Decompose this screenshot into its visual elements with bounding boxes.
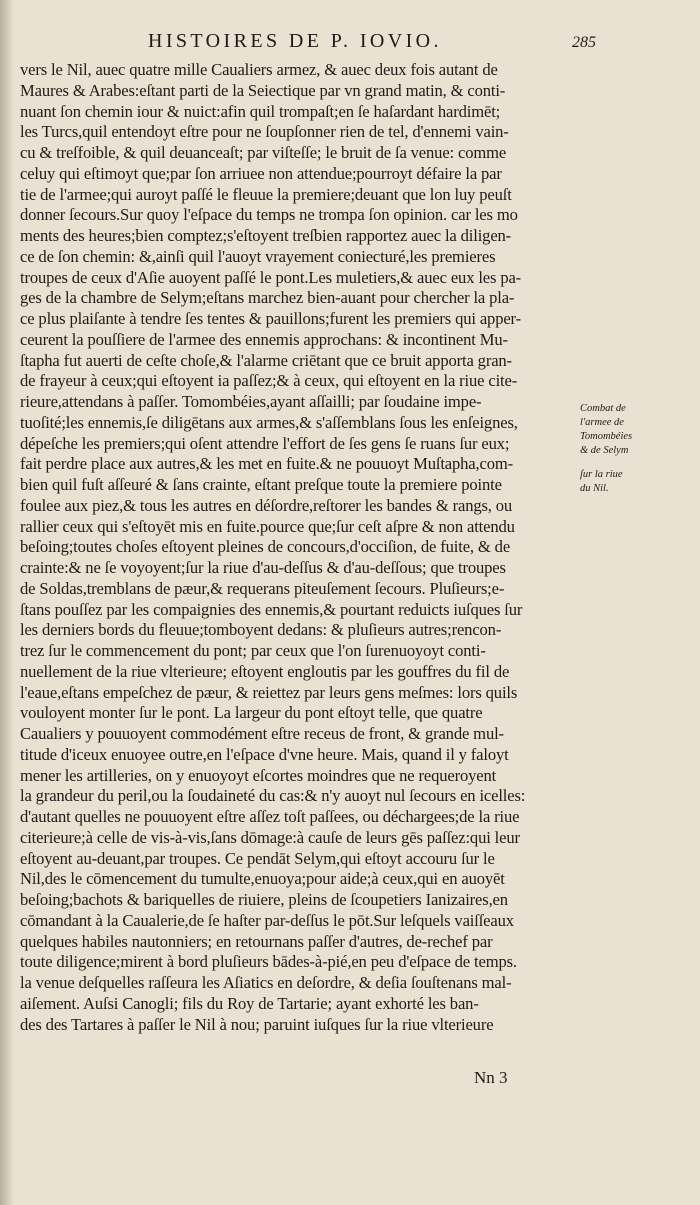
text-line: ges de la chambre de Selym;eſtans marchez bien-auant pour chercher la pla- (20, 288, 515, 308)
text-line: cōmandant à la Caualerie,de ſe haſter par-deſſus le pōt.Sur leſquels vaiſſeaux (20, 910, 514, 930)
text-line: vouloyent monter ſur le pont. La largeur du pont eſtoyt telle, que quatre (20, 703, 483, 723)
text-line: toute diligence;mirent à bord pluſieurs bādes-à-pié,en peu d'eſpace de temps. (20, 952, 517, 972)
text-line: ments des heures;bien comptez;s'eſtoyent treſbien rapportez auec la diligen- (20, 226, 512, 245)
marginal-note-line: Tomombéies (580, 431, 633, 442)
marginal-note-line: l'armee de (580, 417, 624, 428)
marginal-note-river (580, 468, 698, 496)
text-line: titude d'iceux enuoyee outre,en l'eſpace d'vne heure. Mais, quand il y faloyt (20, 744, 509, 764)
text-line: nuant ſon chemin iour & nuict:afin quil trompaſt;en ſe haſardant hardimēt; (20, 101, 501, 121)
text-line: citerieure;à celle de vis-à-vis,ſans dōmage:à cauſe de leurs gēs paſſez:qui leur (20, 827, 520, 847)
text-line: des des Tartares à paſſer le Nil à nou; paruint iuſques ſur la riue vlterieure (20, 1014, 494, 1034)
marginal-note-line: Combat de (580, 403, 626, 414)
text-line: ſtapha fut auerti de ceſte choſe,& l'alarme criētant que ce bruit apporta gran- (20, 350, 512, 370)
text-line: eſtoyent au-deuant,par troupes. Ce pendāt Selym,qui eſtoyt accouru ſur le (20, 848, 495, 868)
text-line: de Soldas,tremblans de pæur,& requerans piteuſement ſecours. Pluſieurs;e- (20, 578, 505, 598)
signature-mark: Nn 3 (474, 1068, 508, 1087)
text-line: foulee aux piez,& tous les autres en déſordre,reſtorer les bandes & rangs, ou (20, 495, 513, 515)
text-line: Nil,des le cōmencement du tumulte,enuoya;pour aide;à ceux,qui en auoyēt (20, 869, 505, 889)
text-line: Caualiers y pouuoyent commodément eſtre receus de front, & grande mul- (20, 724, 504, 743)
text-line: dépeſche les premiers;qui oſent attendre l'effort de ſes gens ſe ruans ſur eux; (20, 433, 510, 453)
text-line: tie de l'armee;qui auroyt paſſé le fleuue la premiere;deuant que lon luy peuſt (20, 184, 512, 204)
text-line: la venue deſquelles raſſeura les Aſiatics en deſordre, & deſia ſouſtenans mal- (20, 973, 512, 992)
text-line: ce de ſon chemin: &,ainſi quil l'auoyt vrayement coniecturé,les premieres (20, 246, 496, 266)
text-line: ſtans pouſſez par les compaignies des ennemis,& pourtant reduicts iuſques ſur (20, 599, 523, 619)
running-title: HISTOIRES DE P. IOVIO. (148, 30, 442, 52)
text-line: les derniers bords du fleuue;tomboyent dedans: & pluſieurs autres;rencon- (20, 620, 502, 640)
running-head (0, 30, 700, 54)
text-line: beſoing;toutes choſes eſtoyent pleines de concours,d'occiſion, de fuite, & de (20, 537, 511, 557)
text-line: mener les artilleries, on y enuoyoyt eſcortes moindres que ne requeroyent (20, 765, 497, 785)
text-line: la grandeur du peril,ou la ſoudaineté du cas:& n'y auoyt nul ſecours en icelles: (20, 786, 526, 806)
text-line: bien quil fuſt aſſeuré & ſans crainte, eſtant preſque toute la premiere pointe (20, 475, 502, 494)
body-text (20, 60, 576, 1035)
page-number: 285 (572, 34, 596, 51)
marginal-note-line: ſur la riue (580, 469, 623, 480)
text-line: cu & treſfoible, & quil deuanceaſt; par viſteſſe; le bruit de ſa venue: comme (20, 143, 507, 162)
text-line: beſoing;bachots & bariquelles de riuiere, pleins de ſcoupetiers Ianizaires,en (20, 890, 508, 909)
text-line: celuy qui eſtimoyt que;par ſon arriuee non attendue;pourroyt défaire la par (20, 163, 502, 183)
text-line: ce plus plaiſante à tendre ſes tentes & pauillons;furent les premiers qui apper- (20, 309, 521, 328)
text-line: vers le Nil, auec quatre mille Caualiers armez, & auec deux fois autant de (20, 60, 498, 79)
marginal-note-line: du Nil. (580, 483, 609, 494)
marginal-note-line: & de Selym (580, 445, 629, 456)
text-line: quelques habiles nautonniers; en retournans paſſer d'autres, de-rechef par (20, 931, 493, 951)
text-line: ceurent la pouſſiere de l'armee des ennemis approchans: & incontinent Mu- (20, 329, 508, 349)
text-line: l'eaue,eſtans empeſchez de pæur, & reiettez par leurs gens meſmes: lors quils (20, 682, 518, 702)
text-line: tuoſité;les ennemis,ſe diligētans aux armes,& s'aſſemblans ſous les enſeignes, (20, 412, 518, 432)
text-line: rieure,attendans à paſſer. Tomombéies,ayant aſſailli; par ſoudaine impe- (20, 392, 482, 411)
text-line: aiſement. Auſsi Canogli; fils du Roy de Tartarie; ayant exhorté les ban- (20, 993, 479, 1013)
text-line: nuellement de la riue vlterieure; eſtoyent engloutis par les gouffres du fil de (20, 661, 510, 681)
text-line: crainte:& ne ſe voyoyent;ſur la riue d'au-deſſus & d'au-deſſous; que troupes (20, 558, 506, 577)
text-line: les Turcs,quil entendoyt eſtre pour ne ſoupſonner rien de tel, d'ennemi vain- (20, 122, 509, 142)
text-line: de frayeur à ceux;qui eſtoyent ia paſſez;& à ceux, qui eſtoyent en la riue cite- (20, 371, 518, 391)
text-line: rallier ceux qui s'eſtoyēt mis en fuite.pource que;ſur ceſt aſpre & non attendu (20, 516, 515, 536)
marginal-note-combat (580, 402, 698, 458)
text-line: Maures & Arabes:eſtant parti de la Seiectique par vn grand matin, & conti- (20, 80, 506, 100)
text-line: d'autant quelles ne pouuoyent eſtre aſſez toſt paſſees, ou déchargees;de la riue (20, 807, 520, 826)
text-line: troupes de ceux d'Aſie auoyent paſſé le pont.Les muletiers,& auec eux les pa- (20, 267, 522, 287)
text-line: trez ſur le commencement du pont; par ceux que l'on ſurenuoyoyt conti- (20, 641, 486, 660)
text-line: fait perdre place aux autres,& les met en fuite.& ne pouuoyt Muſtapha,com- (20, 454, 513, 474)
text-line: donner ſecours.Sur quoy l'eſpace du temps ne trompa ſon opinion. car les mo (20, 205, 518, 225)
